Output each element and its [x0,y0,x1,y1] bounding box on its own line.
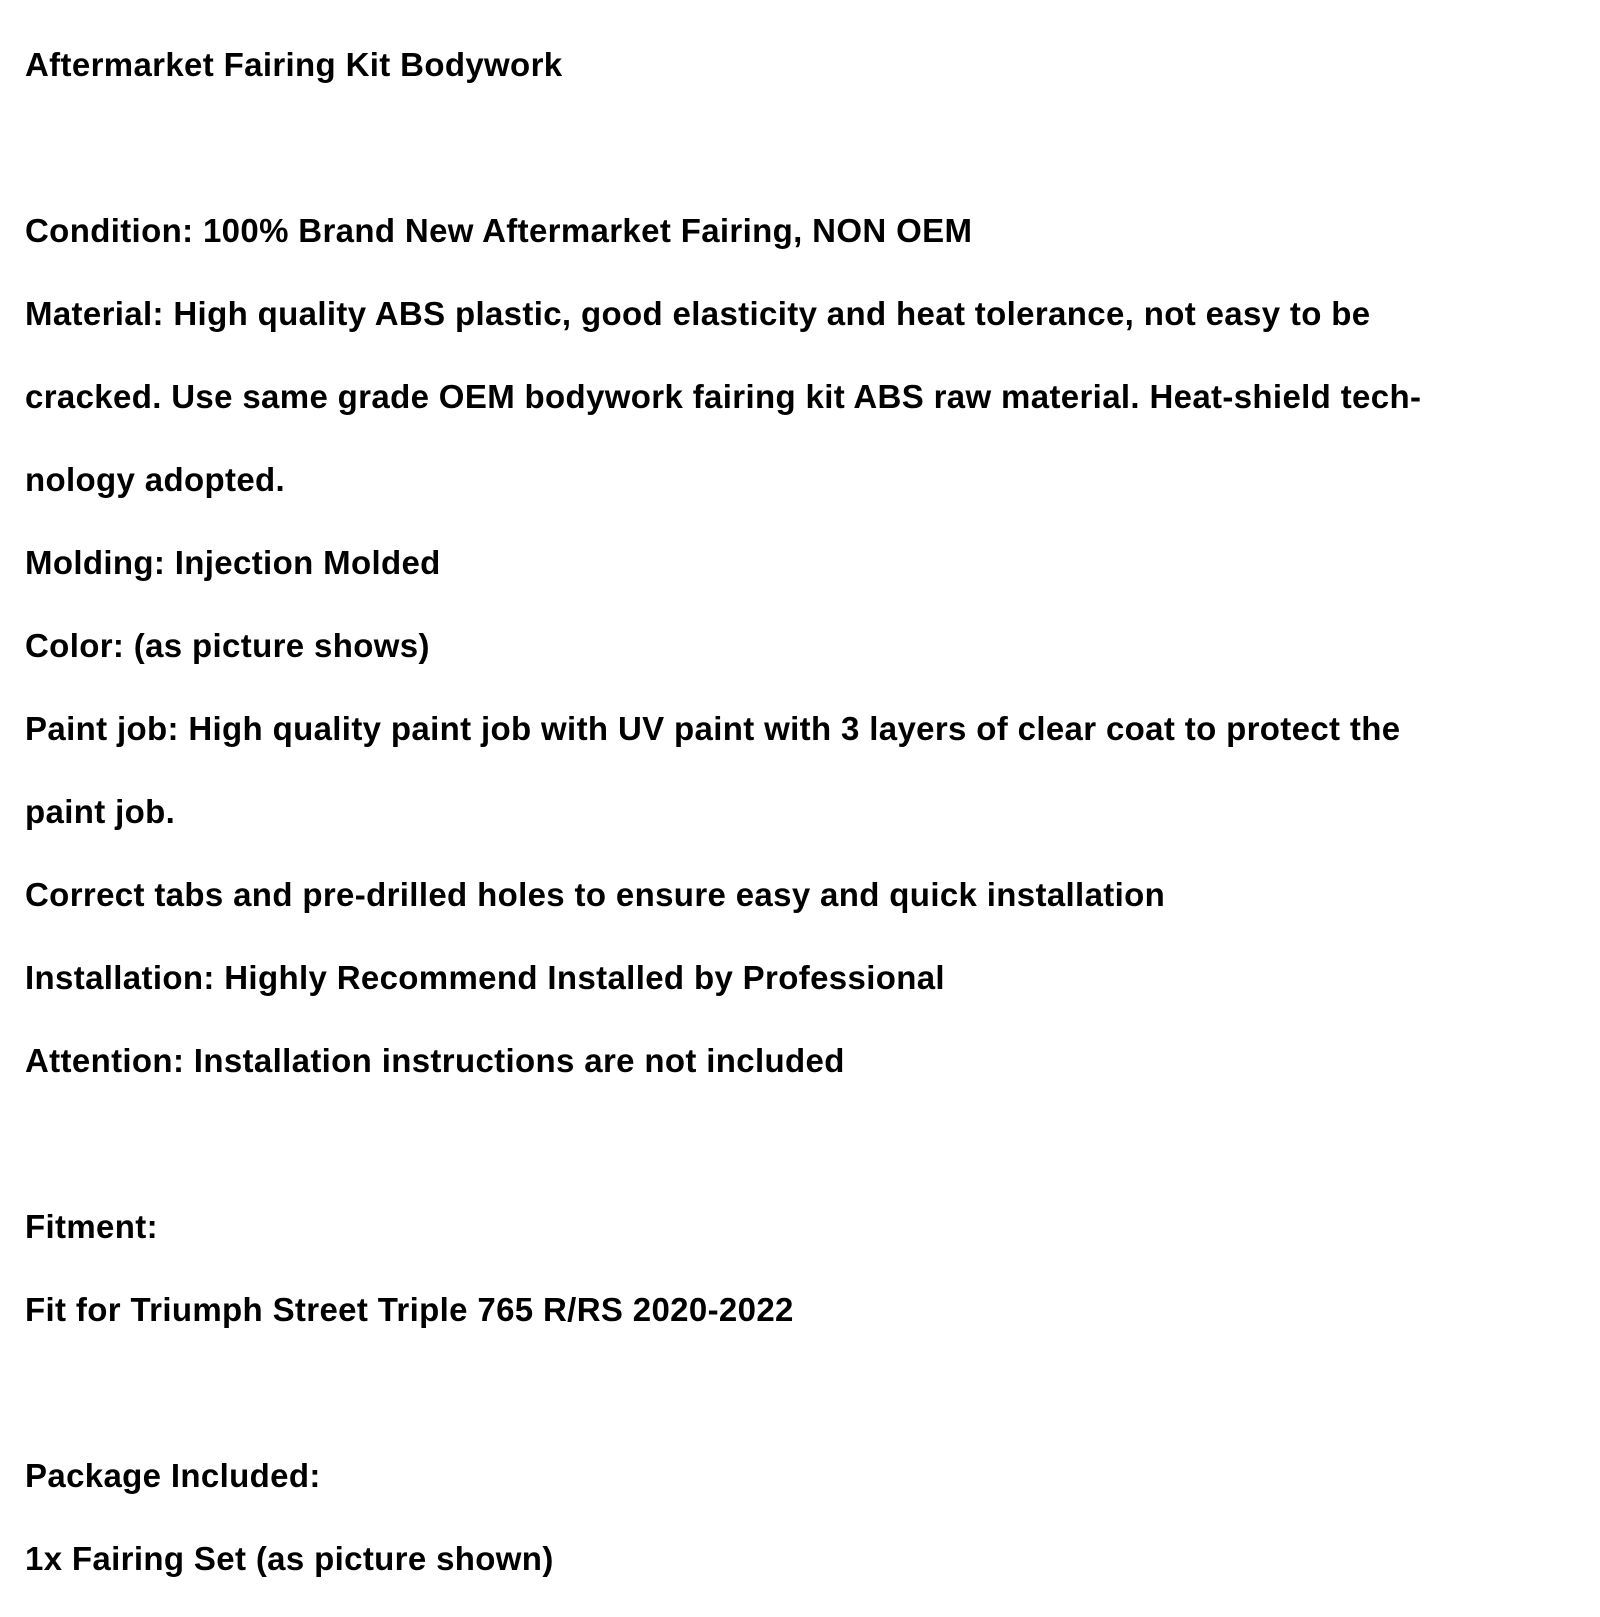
package-heading: Package Included: [25,1457,321,1494]
package-item: 1x Fairing Set (as picture shown) [25,1540,554,1577]
attention-line: Attention: Installation instructions are not included [25,1042,845,1079]
paint-line-1: Paint job: High quality paint job with UV paint with 3 layers of clear coat to protect the [25,710,1401,747]
molding-line: Molding: Injection Molded [25,544,441,581]
material-line-3: nology adopted. [25,461,286,498]
fitment-heading: Fitment: [25,1208,158,1245]
spacer [25,123,1585,206]
document-title: Aftermarket Fairing Kit Bodywork [25,46,563,83]
fitment-model: Fit for Triumph Street Triple 765 R/RS 2020-2022 [25,1291,794,1328]
installation-line: Installation: Highly Recommend Installed by Professional [25,959,945,996]
material-line-1: Material: High quality ABS plastic, good elasticity and heat tolerance, not easy to be [25,295,1371,332]
paint-line-2: paint job. [25,793,176,830]
spacer [25,1368,1585,1451]
product-description [25,40,1585,1617]
condition-line: Condition: 100% Brand New Aftermarket Fairing, NON OEM [25,212,973,249]
spacer [25,1119,1585,1202]
tabs-line: Correct tabs and pre-drilled holes to ensure easy and quick installation [25,876,1166,913]
color-line: Color: (as picture shows) [25,627,430,664]
material-line-2: cracked. Use same grade OEM bodywork fairing kit ABS raw material. Heat-shield tech- [25,378,1422,415]
